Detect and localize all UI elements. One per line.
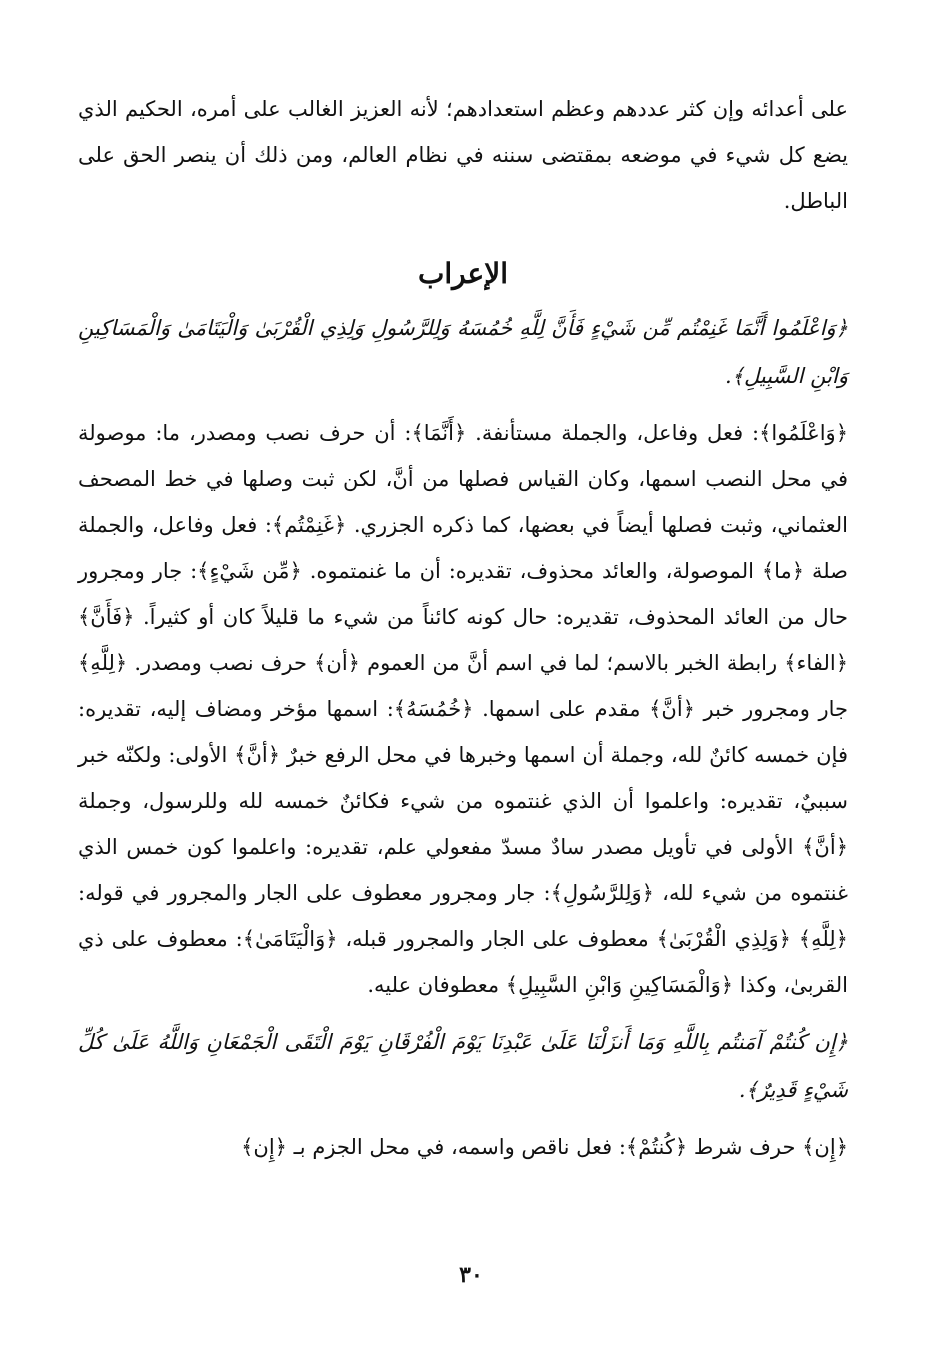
intro-paragraph: على أعدائه وإن كثر عددهم وعظم استعدادهم؛ لأنه العزيز الغالب على أمره، الحكيم الذي يضع كل شيء في موضعه بمقتضى سننه في نظام العالم، ومن ذلك أن ينصر الحق على الباطل. bbox=[78, 97, 848, 213]
grammar-analysis-2: ﴿إِن﴾ حرف شرط ﴿كُنتُمْ﴾: فعل ناقص واسمه، في محل الجزم بـ ﴿إِن﴾ bbox=[241, 1135, 848, 1159]
grammar-analysis-1: ﴿وَاعْلَمُوا﴾: فعل وفاعل، والجملة مستأنفة. ﴿أَنَّمَا﴾: أن حرف نصب ومصدر، ما: موصولة في محل النصب اسمها، وكان القياس فصلها من أنَّ، لكن ثبت وصلها في خط المصحف العثماني، وثبت فصلها أيضاً في بعضها، كما ذكره الجزري. ﴿غَنِمْتُم﴾: فعل وفاعل، والجملة صلة ﴿ما﴾ الموصولة، والعائد محذوف، تقديره: أن ما غنمتموه. ﴿مِّن شَيْءٍ﴾: جار ومجرور حال من العائد المحذوف، تقديره: حال كونه كائناً من شيء ما قليلاً كان أو كثيراً. ﴿فَأَنَّ﴾ ﴿الفاء﴾ رابطة الخبر بالاسم؛ لما في اسم أنَّ من العموم ﴿أن﴾ حرف نصب ومصدر. ﴿لِلَّهِ﴾ جار ومجرور خبر ﴿أنَّ﴾ مقدم على اسمها. ﴿خُمُسَهُ﴾: اسمها مؤخر ومضاف إليه، تقديره: فإن خمسه كائنٌ لله، وجملة أن اسمها وخبرها في محل الرفع خبرٌ ﴿أنَّ﴾ الأولى: ولكنّه خبر سببيٌ، تقديره: واعلموا أن الذي غنتموه من شيء فكائنٌ خمسه لله وللرسول، وجملة ﴿أنَّ﴾ الأولى في تأويل مصدر سادٌ مسدّ مفعولي علم، تقديره: واعلموا كون خمس الذي غنتموه من شيء لله، ﴿وَلِلرَّسُولِ﴾: جار ومجرور معطوف على الجار والمجرور في قوله: ﴿لِلَّهِ﴾ ﴿وَلِذِي الْقُرْبَىٰ﴾ معطوف على الجار والمجرور قبله، ﴿وَالْيَتَامَىٰ﴾: معطوف على ذي القربىٰ، وكذا ﴿وَالْمَسَاكِينِ وَابْنِ السَّبِيلِ﴾ معطوفان عليه. bbox=[78, 421, 848, 997]
section-heading: الإعراب bbox=[417, 257, 509, 290]
quran-verse-2: ﴿إِن كُنتُمْ آمَنتُم بِاللَّهِ وَمَا أَنزَلْنَا عَلَىٰ عَبْدِنَا يَوْمَ الْفُرْقَانِ يَوْمَ الْتَقَى الْجَمْعَانِ وَاللَّهُ عَلَىٰ كُلِّ شَيْءٍ قَدِيرٌ﴾. bbox=[78, 1030, 848, 1102]
page-content bbox=[78, 86, 848, 1170]
spacer bbox=[78, 1008, 848, 1018]
page-number: ٣٠ bbox=[459, 1262, 483, 1288]
quran-verse-1: ﴿وَاعْلَمُوا أَنَّمَا غَنِمْتُم مِّن شَيْءٍ فَأَنَّ لِلَّهِ خُمُسَهُ وَلِلرَّسُولِ وَلِذِي الْقُرْبَىٰ وَالْيَتَامَىٰ وَالْمَسَاكِينِ وَابْنِ السَّبِيلِ﴾. bbox=[78, 316, 848, 388]
